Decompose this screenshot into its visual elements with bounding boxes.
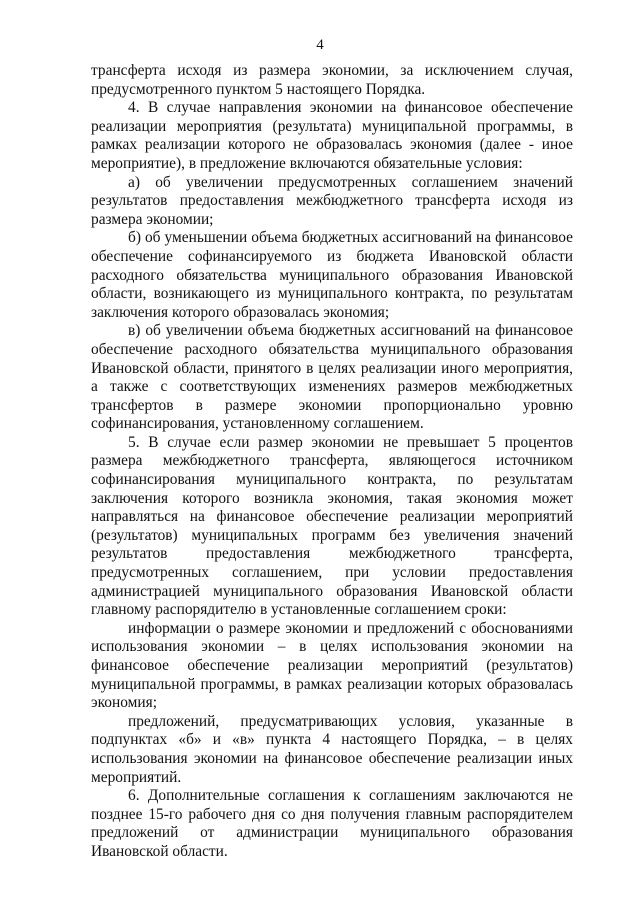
page-number: 4 [316, 37, 324, 53]
paragraph-item-4: 4. В случае направления экономии на финансовое обеспечение реализации мероприятия (результата) муниципальной программы, в рамках реализации которого не образовалась экономия (далее - иное мероприятие), в предложение включаются обязательные условия: [91, 99, 573, 172]
paragraph-subitem-v: в) об увеличении объема бюджетных ассигнований на финансовое обеспечение расходного обязательства муниципального образования Ивановской области, принятого в целях реализации иного мероприятия, а также с соответствующих изменениях размеров межбюджетных трансфертов в размере экономии пропорционально уровню софинансирования, установленному соглашением. [91, 322, 573, 433]
paragraph-item-5-info: информации о размере экономии и предложений с обоснованиями использования экономии – в целях использования экономии на финансовое обеспечение реализации мероприятий (результатов) муниципальной программы, в рамках реализации которых образовалась экономия; [91, 619, 573, 712]
document-body [91, 62, 573, 862]
paragraph-item-6: 6. Дополнительные соглашения к соглашениям заключаются не позднее 15-го рабочего дня со дня получения главным распорядителем предложений от администрации муниципального образования Ивановской области. [91, 787, 573, 860]
paragraph-subitem-a: а) об увеличении предусмотренных соглашением значений результатов предоставления межбюджетного трансферта исходя из размера экономии; [91, 173, 573, 228]
paragraph-item-5-proposals: предложений, предусматривающих условия, указанные в подпунктах «б» и «в» пункта 4 настоящего Порядка, – в целях использования экономии на финансовое обеспечение реализации иных мероприятий. [91, 712, 573, 786]
paragraph-item-5: 5. В случае если размер экономии не превышает 5 процентов размера межбюджетного трансферта, являющегося источником софинансирования муниципального контракта, по результатам заключения которого возникла экономия, такая экономия может направляться на финансовое обеспечение реализации мероприятий (результатов) муниципальных программ без увеличения значений результатов предоставления межбюджетного трансферта, предусмотренных соглашением, при условии предоставления администрацией муниципального образования Ивановской области главному распорядителю в установленные соглашением сроки: [91, 433, 573, 619]
paragraph-continuation: трансферта исходя из размера экономии, за исключением случая, предусмотренного пунктом 5 настоящего Порядка. [91, 62, 573, 98]
paragraph-subitem-b: б) об уменьшении объема бюджетных ассигнований на финансовое обеспечение софинансируемого из бюджета Ивановской области расходного обязательства муниципального образования Ивановской области, возникающего из муниципального контракта, по результатам заключения которого образовалась экономия; [91, 229, 573, 321]
